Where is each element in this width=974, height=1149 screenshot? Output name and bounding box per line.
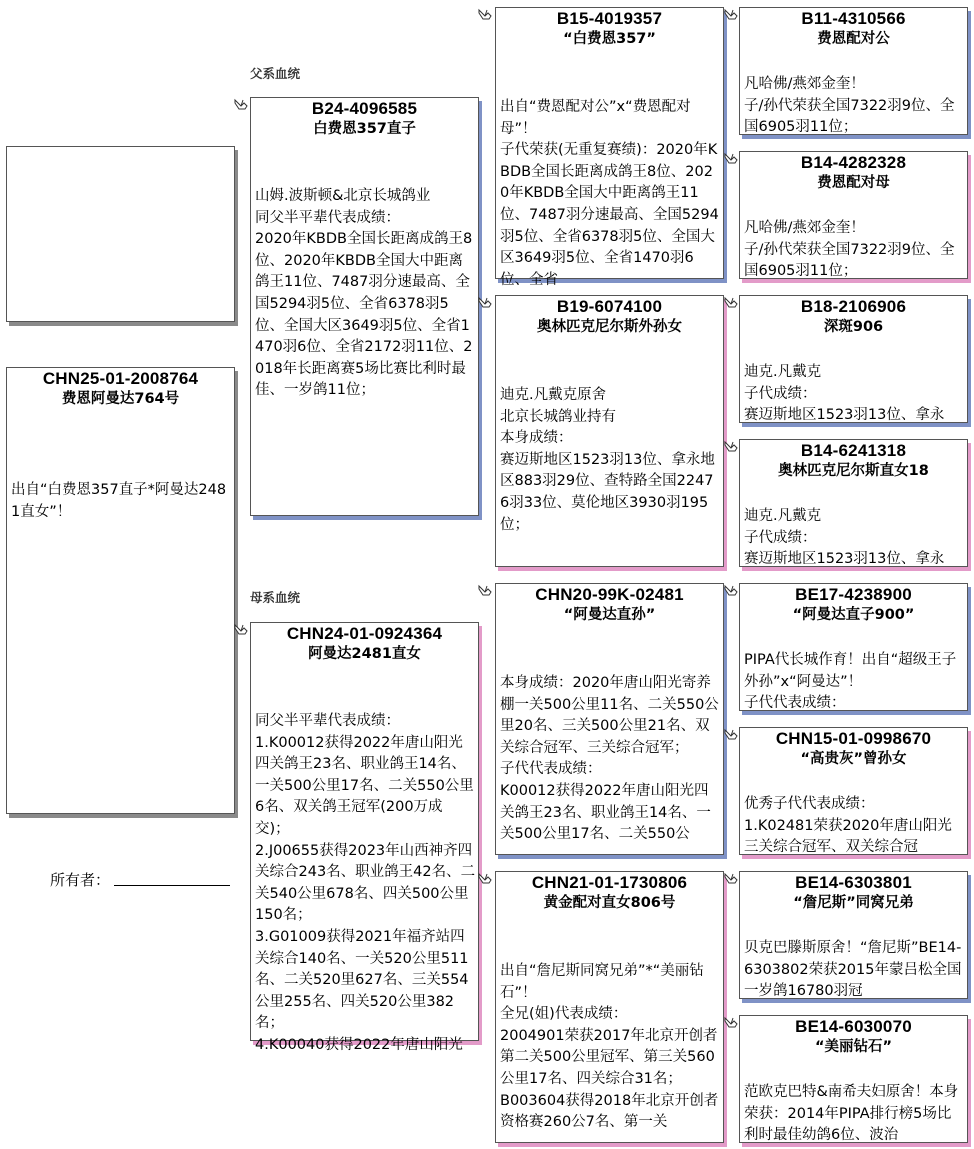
dsd-card[interactable] [739,727,968,855]
sd-card[interactable] [495,295,724,567]
dam-name: 阿曼达2481直女 [308,646,421,662]
sire-ring: B24-4096585 [311,99,418,118]
ssd-ring: B14-4282328 [800,153,907,172]
ddd-card[interactable] [739,1015,968,1143]
hand-pointer-icon [478,583,492,597]
dd-name: 黄金配对直女806号 [543,895,676,911]
hand-pointer-icon [724,151,738,165]
ssd-text: 凡哈佛/燕郊金奎！ 子/孙代荣获全国7322羽9位、全国6905羽11位； [744,220,955,280]
sire-card[interactable] [250,97,479,516]
dsd-ring: CHN15-01-0998670 [775,729,932,748]
owner-label: 所有者： [50,871,111,889]
ssd-name: 费恩配对母 [817,175,890,191]
hand-pointer-icon [724,727,738,741]
sire-text: 山姆.波斯顿&北京长城鸽业 同父半平辈代表成绩： 2020年KBDB全国长距离成鸽王8位、2020年KBDB全国大中距离鸽王11位、7487羽分速最高、全国5294羽5位、全省6378羽5位、全国大区3649羽5位、全省1470羽6位、全省2172羽11位、2018年长距离赛5场比赛比利时最佳、一岁鸽11位； [255,188,473,399]
sss-text: 凡哈佛/燕郊金奎！ 子/孙代荣获全国7322羽9位、全国6905羽11位； [744,76,955,136]
hand-pointer-icon [234,622,248,636]
ss-ring: B15-4019357 [556,9,663,28]
sss-card[interactable] [739,7,968,135]
sire-line-label: 父系血统 [250,66,301,81]
sire-name: 白费恩357直子 [313,121,416,137]
ssd-card[interactable] [739,151,968,279]
dam-ring: CHN24-01-0924364 [286,624,443,643]
subject-name: 费恩阿曼达764号 [61,391,180,407]
ss-text: 出自“费恩配对公”x“费恩配对母”！ 子代荣获(无重复赛绩)：2020年KBDB全国长距离成鸽王8位、2020年KBDB全国大中距离鸽王11位、7487羽分速最高、全国5294羽5位、全省6378羽5位、全国大区3649羽5位、全省1470羽6位、全省 [500,99,719,288]
dds-name: “詹尼斯”同窝兄弟 [793,895,914,911]
dd-text: 出自“詹尼斯同窝兄弟”*“美丽钻石”！ 全兄(姐)代表成绩： 2004901荣获2017年北京开创者第二关500公里冠军、第三关560公里17名、四关综合31名； B003604获得2018年北京开创者资格赛260公7名、第一关 [500,963,719,1131]
dd-ring: CHN21-01-1730806 [531,873,688,892]
photo-box [6,146,235,322]
sds-ring: B18-2106906 [800,297,907,316]
hand-pointer-icon [724,1015,738,1029]
sd-ring: B19-6074100 [556,297,663,316]
ddd-ring: BE14-6030070 [795,1017,912,1036]
ss-card[interactable] [495,7,724,288]
dsd-text: 优秀子代代表成绩： 1.K02481荣获2020年唐山阳光三关综合冠军、双关综合冠 [744,796,952,856]
dd-card[interactable] [495,871,724,1143]
dds-text: 贝克巴滕斯原舍！“詹尼斯”BE14-6303802荣获2015年蒙吕松全国一岁鸽16780羽冠 [744,940,962,1000]
hand-pointer-icon [478,7,492,21]
sds-card[interactable] [739,295,968,423]
dam-text: 同父半平辈代表成绩： 1.K00012获得2022年唐山阳光四关鸽王23名、职业鸽王14名、一关500公里17名、二关550公里6名、双关鸽王冠军(200万成交)； 2.J00655获得2023年山西神齐四关综合243名、职业鸽王42名、二关540公里678名、四关500公里150名； 3.G01009获得2021年福齐站四关综合140名、一关520公里511名、二关520里627名、三关554公里255名、四关520公里382名； 4.K00040获得2022年唐山阳光 [255,713,476,1053]
dam-card[interactable] [250,622,479,1053]
sd-name: 奥林匹克尼尔斯外孙女 [537,319,682,335]
sds-text: 迪克.凡戴克 子代成绩： 赛迈斯地区1523羽13位、拿永 [744,364,945,424]
hand-pointer-icon [478,871,492,885]
subject-ring: CHN25-01-2008764 [42,369,199,388]
ds-ring: CHN20-99K-02481 [535,585,684,604]
hand-pointer-icon [724,583,738,597]
owner-input-line[interactable] [114,885,230,886]
sdd-ring: B14-6241318 [800,441,907,460]
hand-pointer-icon [478,295,492,309]
ddd-name: “美丽钻石” [814,1039,893,1055]
hand-pointer-icon [724,7,738,21]
hand-pointer-icon [724,871,738,885]
subject-text: 出自“白费恩357直子*阿曼达2481直女”！ [11,482,227,520]
dds-ring: BE14-6303801 [795,873,912,892]
subject-card[interactable] [6,367,235,814]
sd-text: 迪克.凡戴克原舍 北京长城鸽业持有 本身成绩： 赛迈斯地区1523羽13位、拿永地区883羽29位、查特路全国22476羽33位、莫伦地区3930羽195位； [500,387,715,533]
dss-text: PIPA代长城作育！出自“超级王子外孙”x“阿曼达”！ 子代代表成绩： [744,652,957,712]
sss-name: 费恩配对公 [817,31,890,47]
hand-pointer-icon [724,295,738,309]
ds-text: 本身成绩：2020年唐山阳光寄养棚一关500公里11名、二关550公里20名、三关500公里21名、双关综合冠军、三关综合冠军； 子代代表成绩： K00012获得2022年唐山阳光四关鸽王23名、职业鸽王14名、一关500公里17名、二关550公 [500,675,719,843]
ddd-text: 范欧克巴特&南希夫妇原舍！本身荣获：2014年PIPA排行榜5场比利时最佳幼鸽6位、波治 [744,1084,959,1144]
ss-name: “白费恩357” [563,31,656,47]
dds-card[interactable] [739,871,968,999]
sdd-card[interactable] [739,439,968,567]
hand-pointer-icon [724,439,738,453]
ds-name: “阿曼达直孙” [563,607,656,623]
sds-name: 深斑906 [823,319,884,335]
sdd-text: 迪克.凡戴克 子代成绩： 赛迈斯地区1523羽13位、拿永 [744,508,945,568]
ds-card[interactable] [495,583,724,855]
dss-card[interactable] [739,583,968,711]
dam-line-label: 母系血统 [250,590,301,605]
sss-ring: B11-4310566 [801,9,906,28]
dsd-name: “高贵灰”曾孙女 [800,751,907,767]
dss-name: “阿曼达直子900” [792,607,915,623]
sdd-name: 奥林匹克尼尔斯直女18 [778,463,929,479]
dss-ring: BE17-4238900 [795,585,912,604]
hand-pointer-icon [234,97,248,111]
